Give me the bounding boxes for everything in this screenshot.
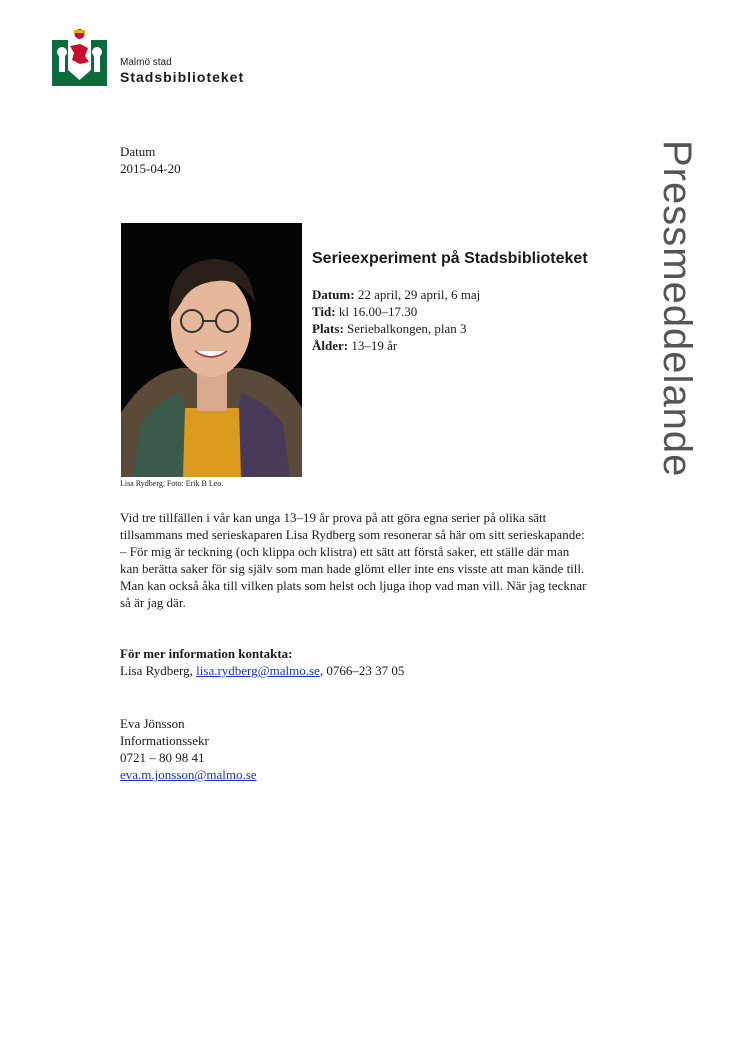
body-paragraph: – För mig är teckning (och klippa och klistra) ett sätt att förstå saker, ett ställe där man kan berätta saker för sig själv som man hade glömt eller inte ens visste att man kände till. Man kan också åka till vilken plats som helst och ljuga ihop vad man vill. När jag tecknar så är jag där. bbox=[120, 544, 587, 610]
signature-block bbox=[120, 715, 257, 783]
contact-name: Lisa Rydberg, bbox=[120, 663, 197, 678]
contact-email-link[interactable]: lisa.rydberg@malmo.se bbox=[196, 663, 320, 678]
signature-name: Eva Jönsson bbox=[120, 716, 185, 731]
org-small: Malmö stad bbox=[120, 57, 172, 68]
date-label: Datum bbox=[120, 144, 156, 159]
date-block bbox=[120, 143, 181, 177]
event-row-value: 22 april, 29 april, 6 maj bbox=[354, 287, 481, 302]
side-title: Pressmeddelande bbox=[655, 140, 699, 478]
event-title: Serieexperiment på Stadsbiblioteket bbox=[312, 250, 588, 267]
event-row-label: Tid: bbox=[312, 304, 336, 319]
signature-email-link[interactable]: eva.m.jonsson@malmo.se bbox=[120, 767, 257, 782]
event-row-label: Plats: bbox=[312, 321, 344, 336]
event-row-value: Seriebalkongen, plan 3 bbox=[343, 321, 467, 336]
event-info bbox=[312, 249, 632, 354]
event-row-label: Datum: bbox=[312, 287, 355, 302]
signature-phone: 0721 – 80 98 41 bbox=[120, 750, 205, 765]
event-row-value: kl 16.00–17.30 bbox=[335, 304, 418, 319]
event-row bbox=[312, 337, 632, 354]
contact-block bbox=[120, 645, 404, 679]
contact-phone: , 0766–23 37 05 bbox=[319, 663, 405, 678]
photo-caption: Lisa Rydberg. Foto: Erik B Leo. bbox=[120, 479, 224, 488]
signature-role: Informationssekr bbox=[120, 733, 209, 748]
event-row bbox=[312, 320, 632, 337]
event-row-label: Ålder: bbox=[312, 338, 349, 353]
body-paragraph: Vid tre tillfällen i vår kan unga 13–19 år prova på att göra egna serier på olika sätt tillsammans med serieskaparen Lisa Rydberg som resonerar så här om sitt serieskapande: bbox=[120, 510, 585, 542]
event-row-value: 13–19 år bbox=[348, 338, 398, 353]
organization-name bbox=[120, 57, 244, 85]
contact-line bbox=[120, 662, 404, 679]
event-row bbox=[312, 286, 632, 303]
event-row bbox=[312, 303, 632, 320]
portrait-photo bbox=[121, 223, 302, 477]
date-value: 2015-04-20 bbox=[120, 161, 181, 176]
org-big: Stadsbiblioteket bbox=[120, 69, 245, 85]
contact-heading: För mer information kontakta: bbox=[120, 646, 293, 661]
malmo-coat-of-arms-logo bbox=[52, 26, 107, 86]
body-text bbox=[120, 509, 590, 611]
